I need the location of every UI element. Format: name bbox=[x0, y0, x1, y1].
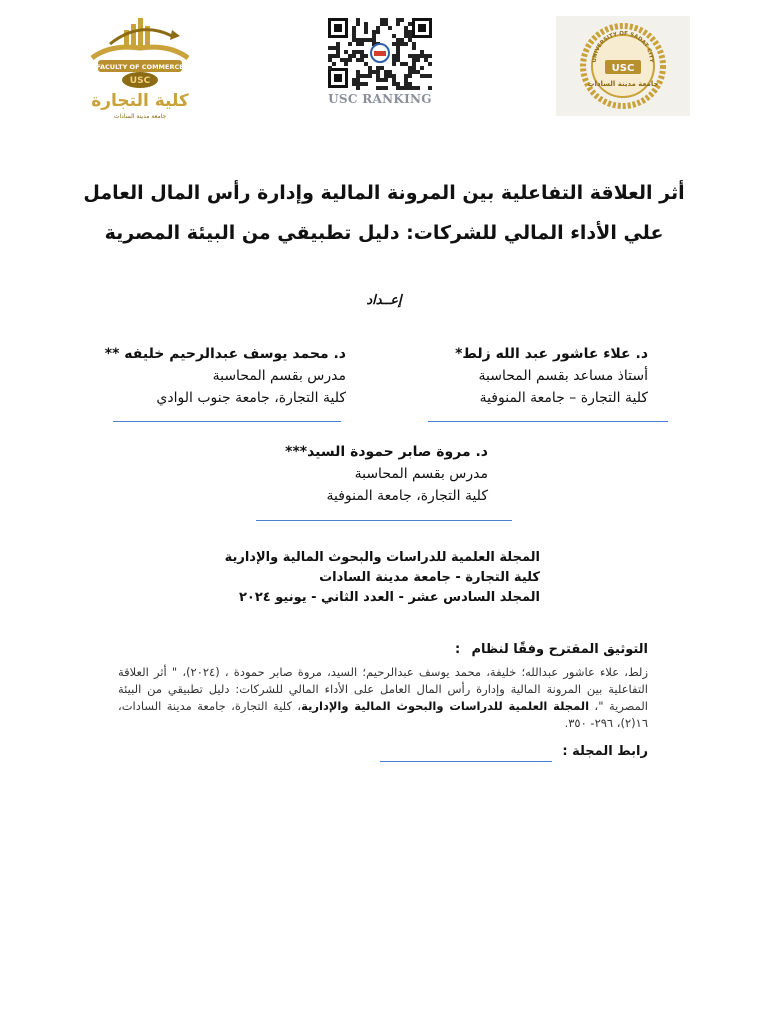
author-1-name: د. علاء عاشور عبد الله زلط* bbox=[455, 346, 648, 362]
author-3-divider bbox=[256, 520, 512, 521]
faculty-of-commerce-logo bbox=[80, 14, 200, 122]
author-3-name: د. مروة صابر حمودة السيد*** bbox=[285, 444, 488, 460]
citation-heading-colon: : bbox=[455, 642, 461, 657]
svg-text:USC: USC bbox=[129, 76, 151, 86]
journal-name: المجلة العلمية للدراسات والبحوث المالية والإدارية bbox=[224, 550, 540, 565]
journal-issue: المجلد السادس عشر - العدد الثاني - يونيو ٢٠٢٤ bbox=[238, 590, 540, 605]
journal-faculty: كلية التجارة - جامعة مدينة السادات bbox=[319, 570, 540, 585]
author-2-title: مدرس بقسم المحاسبة bbox=[212, 368, 346, 384]
citation-text bbox=[118, 664, 648, 732]
citation-part-1: زلط، علاء عاشور عبدالله؛ خليفة، محمد يوسف عبدالرحيم؛ السيد، مروة صابر حمودة ، (٢٠٢٤)، " أثر العلاقة التفاعلية بين المرونة المالية وإدارة رأس المال العامل على الأداء المالي للشركات: دليل تطبيقي من البيئة المصرية "، bbox=[118, 665, 648, 713]
svg-text:UNIVERSITY OF SADAT CITY: UNIVERSITY OF SADAT CITY bbox=[591, 30, 655, 63]
journal-link-label: رابط المجلة : bbox=[562, 744, 648, 759]
journal-info bbox=[120, 548, 540, 608]
author-1-divider bbox=[428, 421, 668, 422]
author-3-title: مدرس بقسم المحاسبة bbox=[354, 466, 488, 482]
paper-title-line-1: أثر العلاقة التفاعلية بين المرونة المالية وإدارة رأس المال العامل bbox=[83, 182, 685, 204]
paper-title-line-2: علي الأداء المالي للشركات: دليل تطبيقي من البيئة المصرية bbox=[104, 222, 664, 244]
citation-journal-name: المجلة العلمية للدراسات والبحوث المالية والإدارية bbox=[301, 699, 590, 713]
author-1 bbox=[318, 343, 648, 409]
svg-text:جامعة مدينة السادات: جامعة مدينة السادات bbox=[587, 80, 659, 88]
qr-code[interactable] bbox=[326, 16, 434, 90]
citation-part-2: ، كلية التجارة، جامعة مدينة السادات، ١٦(٢)، ٢٩٦- ٣٥٠. bbox=[118, 699, 648, 730]
prepared-by-label: إعــداد bbox=[366, 293, 402, 308]
author-3-affiliation: كلية التجارة، جامعة المنوفية bbox=[326, 488, 488, 504]
author-1-affiliation: كلية التجارة – جامعة المنوفية bbox=[479, 390, 648, 406]
svg-text:USC: USC bbox=[611, 63, 635, 74]
svg-text:كلية التجارة: كلية التجارة bbox=[91, 91, 189, 111]
author-2-divider bbox=[113, 421, 341, 422]
author-3 bbox=[188, 441, 488, 507]
author-2-affiliation: كلية التجارة، جامعة جنوب الوادي bbox=[156, 390, 346, 406]
citation-heading: التوثيق المقترح وفقًا لنظام bbox=[471, 642, 648, 657]
journal-link-field[interactable] bbox=[380, 761, 552, 762]
author-2-name: د. محمد يوسف عبدالرحيم خليفه ** bbox=[104, 346, 346, 362]
usc-ranking-label: USC RANKING bbox=[328, 92, 432, 106]
university-of-sadat-city-logo bbox=[556, 16, 690, 116]
author-2 bbox=[26, 343, 346, 409]
author-1-title: أستاذ مساعد بقسم المحاسبة bbox=[478, 368, 648, 384]
svg-text:FACULTY OF COMMERCE: FACULTY OF COMMERCE bbox=[96, 63, 184, 71]
svg-text:جامعة مدينة السادات: جامعة مدينة السادات bbox=[113, 113, 167, 120]
